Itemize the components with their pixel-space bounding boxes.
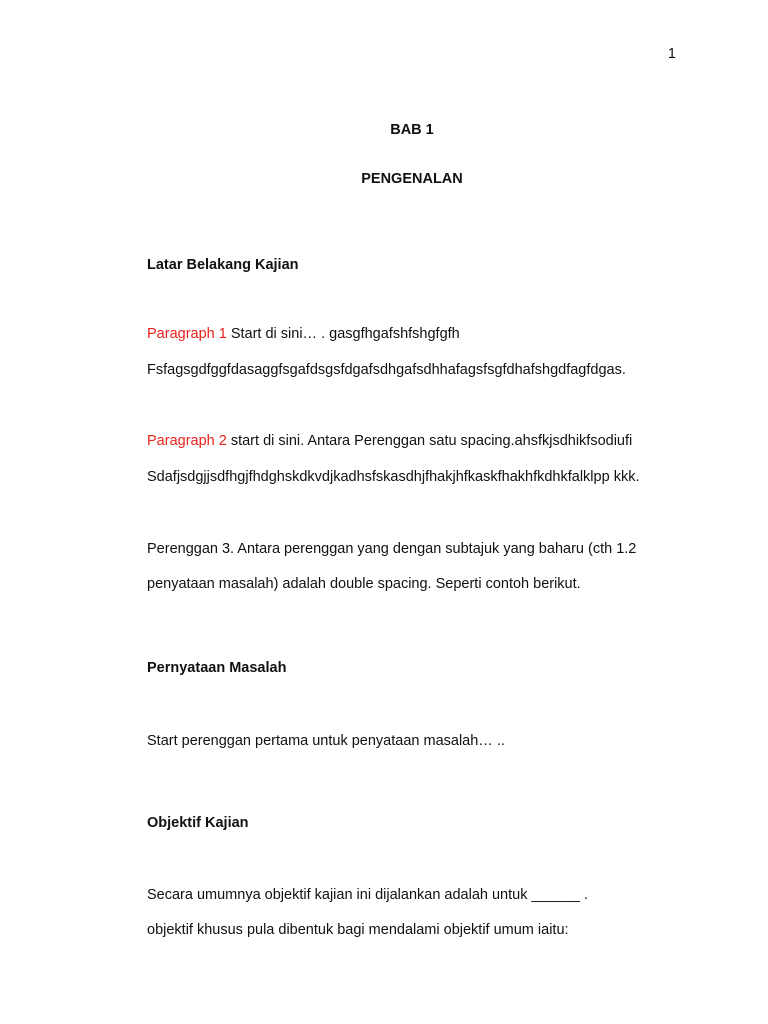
paragraph-2-text: start di sini. Antara Perenggan satu spacing.ahsfkjsdhikfsodiufi [226, 433, 633, 449]
paragraph-3-line-1: Perenggan 3. Antara perenggan yang dengan subtajuk yang baharu (cth 1.2 [147, 541, 637, 557]
section-heading-latar-belakang: Latar Belakang Kajian [147, 257, 299, 273]
chapter-title: PENGENALAN [361, 171, 463, 187]
pernyataan-masalah-text: Start perenggan pertama untuk penyataan masalah… .. [147, 733, 505, 749]
paragraph-2-line-2: Sdafjsdgjjsdfhgjfhdghskdkvdjkadhsfskasdhjfhakjhfkaskfhakhfkdhkfalklpp kkk. [147, 469, 640, 485]
paragraph-3-line-2: penyataan masalah) adalah double spacing. Seperti contoh berikut. [147, 576, 581, 592]
paragraph-1-label: Paragraph 1 [147, 326, 227, 342]
paragraph-1-line-1 [147, 326, 460, 342]
section-heading-objektif-kajian: Objektif Kajian [147, 815, 249, 831]
paragraph-1-line-2: Fsfagsgdfggfdasaggfsgafdsgsfdgafsdhgafsdhhafagsfsgfdhafshgdfagfdgas. [147, 362, 626, 378]
paragraph-1-text: Start di sini… . gasgfhgafshfshgfgfh [226, 326, 460, 342]
objektif-line-2: objektif khusus pula dibentuk bagi mendalami objektif umum iaitu: [147, 922, 569, 938]
page-number: 1 [667, 46, 676, 62]
section-heading-pernyataan-masalah: Pernyataan Masalah [147, 660, 287, 676]
paragraph-2-line-1 [147, 433, 632, 449]
objektif-line-1: Secara umumnya objektif kajian ini dijalankan adalah untuk ______ . [147, 887, 588, 903]
paragraph-2-label: Paragraph 2 [147, 433, 227, 449]
chapter-number: BAB 1 [390, 122, 434, 138]
